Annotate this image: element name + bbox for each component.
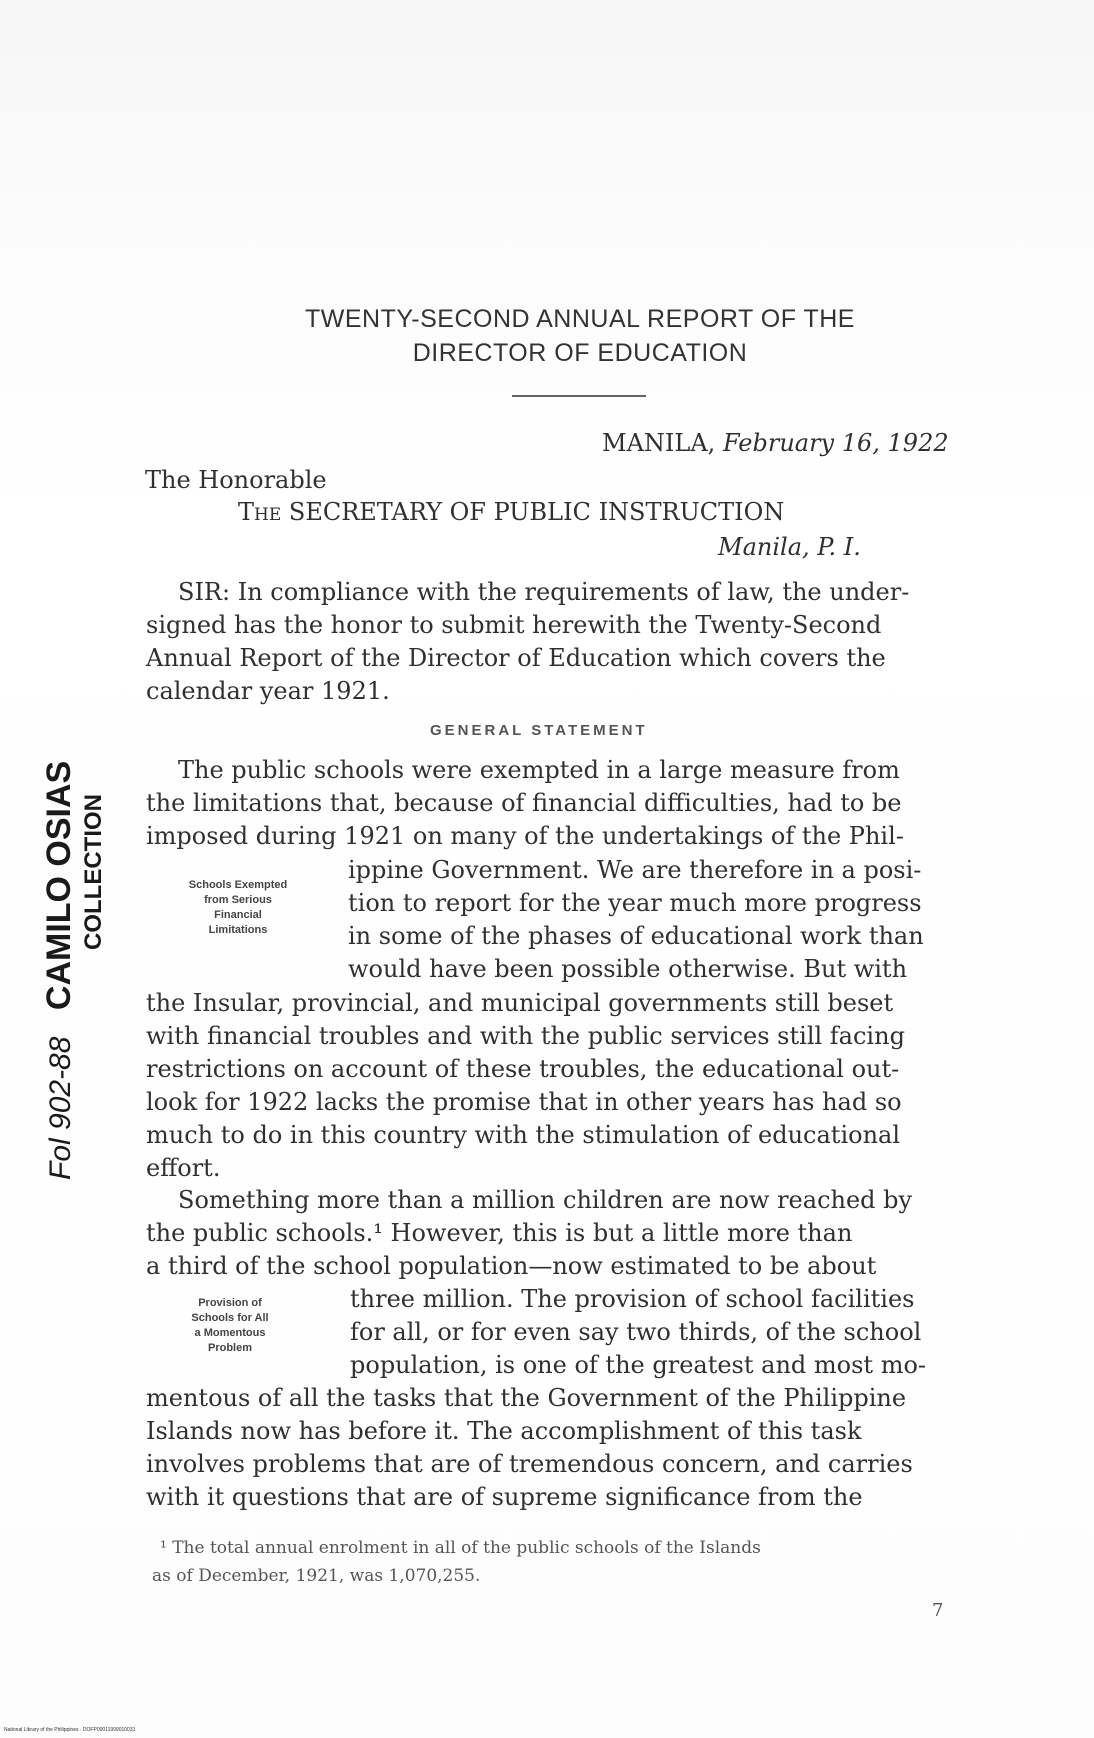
para2-line-6: population, is one of the greatest and most mo- — [350, 1351, 927, 1379]
para2-line-9: involves problems that are of tremendous concern, and carries — [146, 1450, 913, 1478]
margin-note1-line2: from Serious — [204, 894, 272, 906]
para1-line-11: look for 1922 lacks the promise that in other years has had so — [146, 1088, 902, 1116]
para1-line-10: restrictions on account of these troubles, the educational out- — [146, 1055, 900, 1083]
para1-line-5: tion to report for the year much more progress — [348, 889, 922, 917]
margin-note1-line4: Limitations — [208, 924, 268, 936]
intro-line-1-text: In compliance with the requirements of law, the under- — [230, 578, 910, 606]
page-number: 7 — [932, 1600, 944, 1621]
margin-note1-line3: Financial — [214, 909, 262, 921]
report-title-line2: DIRECTOR OF EDUCATION — [412, 339, 748, 367]
para2-line-3: a third of the school population—now estimated to be about — [146, 1252, 877, 1280]
library-footer: National Library of the Philippines · DOFP00011999010031 — [4, 1727, 136, 1733]
margin-note2-line1: Provision of — [198, 1297, 262, 1309]
margin-note2-line4: Problem — [207, 1342, 252, 1354]
footnote-line-1: ¹ The total annual enrolment in all of the public schools of the Islands — [160, 1538, 761, 1558]
collection-stamp — [40, 761, 79, 1180]
para1-line-9: with financial troubles and with the public services still facing — [146, 1022, 905, 1050]
section-heading: GENERAL STATEMENT — [430, 722, 648, 739]
recipient-location: Manila, P. I. — [718, 533, 861, 561]
margin-note2-line3: a Momentous — [194, 1327, 266, 1339]
para2-line-5: for all, or for even say two thirds, of the school — [350, 1318, 922, 1346]
para1-line-4: ippine Government. We are therefore in a posi- — [348, 856, 922, 884]
para2-line-4: three million. The provision of school facilities — [350, 1285, 915, 1313]
handwritten-call-number: Fol 902-88 — [44, 1036, 77, 1180]
para1-line-3: imposed during 1921 on many of the undertakings of the Phil- — [146, 822, 904, 850]
margin-note-schools-exempted — [158, 878, 318, 938]
para1-line-2: the limitations that, because of financial difficulties, had to be — [146, 789, 902, 817]
margin-note1-line1: Schools Exempted — [188, 879, 288, 891]
intro-line-1 — [178, 578, 909, 606]
dateline — [602, 429, 949, 457]
para1-line-1: The public schools were exempted in a large measure from — [178, 756, 900, 784]
dateline-place: MANILA, — [602, 429, 716, 457]
margin-note-provision-of-schools — [150, 1296, 310, 1356]
collection-name: CAMILO OSIAS — [40, 760, 78, 1011]
para2-line-8: Islands now has before it. The accomplishment of this task — [146, 1417, 862, 1445]
para2-line-2: the public schools.¹ However, this is but a little more than — [146, 1219, 853, 1247]
footnote-line-2: as of December, 1921, was 1,070,255. — [152, 1566, 481, 1586]
para1-line-6: in some of the phases of educational work than — [348, 922, 924, 950]
intro-sir: SIR: — [178, 578, 231, 606]
para2-line-7: mentous of all the tasks that the Government of the Philippine — [146, 1384, 907, 1412]
recipient: The SECRETARY OF PUBLIC INSTRUCTION — [238, 498, 785, 526]
report-title-line1: TWENTY-SECOND ANNUAL REPORT OF THE — [305, 305, 855, 333]
intro-line-2: signed has the honor to submit herewith the Twenty-Second — [146, 611, 882, 639]
intro-line-3: Annual Report of the Director of Education which covers the — [146, 644, 886, 672]
intro-line-4: calendar year 1921. — [146, 677, 390, 705]
salutation: The Honorable — [145, 466, 327, 494]
para1-line-12: much to do in this country with the stimulation of educational — [146, 1121, 901, 1149]
collection-label: COLLECTION — [80, 794, 107, 950]
para1-line-13: effort. — [146, 1154, 221, 1182]
para1-line-7: would have been possible otherwise. But with — [348, 955, 908, 983]
dateline-date: February 16, 1922 — [722, 429, 949, 457]
para2-line-10: with it questions that are of supreme significance from the — [146, 1483, 863, 1511]
margin-note2-line2: Schools for All — [191, 1312, 269, 1324]
para1-line-8: the Insular, provincial, and municipal governments still beset — [146, 989, 894, 1017]
title-rule — [512, 395, 646, 397]
para2-line-1: Something more than a million children are now reached by — [178, 1186, 913, 1214]
